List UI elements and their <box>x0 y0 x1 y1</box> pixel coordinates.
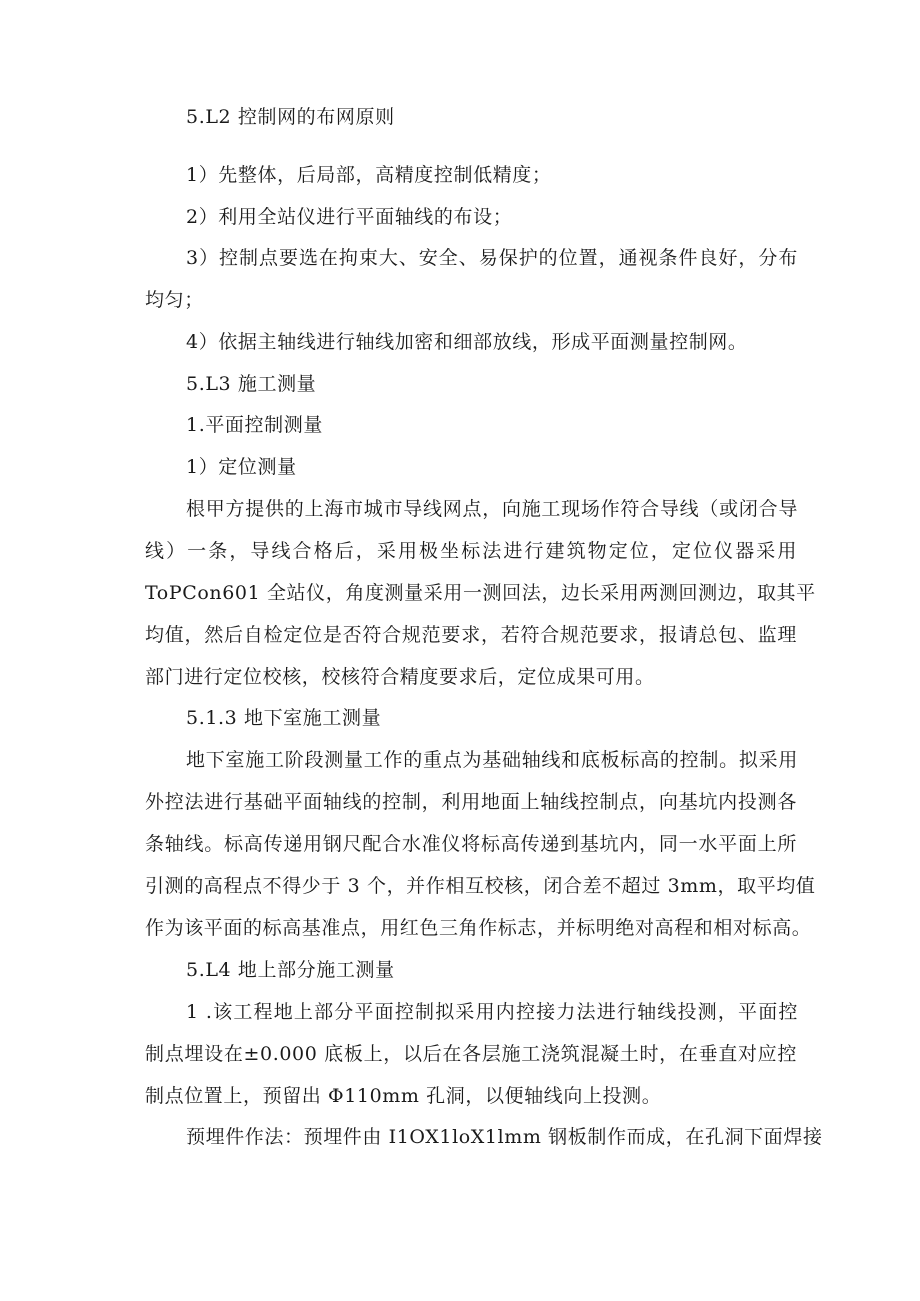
paragraph-above-ground-line-2: 制点埋设在±0.000 底板上，以后在各层施工浇筑混凝土时，在垂直对应控 <box>145 1043 797 1065</box>
paragraph-basement-line-3: 条轴线。标高传递用钢尺配合水准仪将标高传递到基坑内，同一水平面上所 <box>145 833 797 855</box>
paragraph-positioning-line-4: 均值，然后自检定位是否符合规范要求，若符合规范要求，报请总包、监理 <box>145 624 797 646</box>
paragraph-above-ground-line-3: 制点位置上，预留出 Φ110mm 孔洞，以便轴线向上投测。 <box>145 1085 662 1107</box>
paragraph-positioning-line-1: 根甲方提供的上海市城市导线网点，向施工现场作符合导线（或闭合导 <box>186 498 798 520</box>
heading-5-1-4: 5.L4 地上部分施工测量 <box>186 959 395 981</box>
paragraph-basement-line-1: 地下室施工阶段测量工作的重点为基础轴线和底板标高的控制。拟采用 <box>186 749 798 771</box>
paragraph-positioning-line-3: ToPCon601 全站仪，角度测量采用一测回法，边长采用两测回测边，取其平 <box>145 582 816 604</box>
paragraph-positioning-line-2: 线）一条，导线合格后，采用极坐标法进行建筑物定位，定位仪器采用 <box>145 540 797 562</box>
list-item-3-line-1: 3）控制点要选在拘束大、安全、易保护的位置，通视条件良好，分布 <box>186 247 798 269</box>
list-item-4: 4）依据主轴线进行轴线加密和细部放线，形成平面测量控制网。 <box>186 331 748 353</box>
paragraph-basement-line-5: 作为该平面的标高基准点，用红色三角作标志，并标明绝对高程和相对标高。 <box>145 917 812 939</box>
paragraph-embedded-part: 预埋件作法：预埋件由 I1OX1loX1lmm 钢板制作而成，在孔洞下面焊接 <box>186 1126 823 1148</box>
list-item-1: 1）先整体，后局部，高精度控制低精度； <box>186 164 552 186</box>
heading-5-1-3: 5.L3 施工测量 <box>186 373 317 395</box>
heading-basement-survey: 5.1.3 地下室施工测量 <box>186 707 382 729</box>
paragraph-basement-line-2: 外控法进行基础平面轴线的控制，利用地面上轴线控制点，向基坑内投测各 <box>145 791 797 813</box>
paragraph-basement-line-4: 引测的高程点不得少于 3 个，并作相互校核，闭合差不超过 3mm，取平均值 <box>145 875 816 897</box>
paragraph-above-ground-line-1: 1 .该工程地上部分平面控制拟采用内控接力法进行轴线投测，平面控 <box>186 1001 798 1023</box>
paragraph-positioning-line-5: 部门进行定位校核，校核符合精度要求后，定位成果可用。 <box>145 666 655 688</box>
heading-positioning: 1）定位测量 <box>186 456 297 478</box>
heading-5-1-2: 5.L2 控制网的布网原则 <box>186 106 395 128</box>
list-item-2: 2）利用全站仪进行平面轴线的布设； <box>186 206 513 228</box>
list-item-3-line-2: 均匀； <box>145 289 204 311</box>
heading-plane-control: 1.平面控制测量 <box>186 414 323 436</box>
